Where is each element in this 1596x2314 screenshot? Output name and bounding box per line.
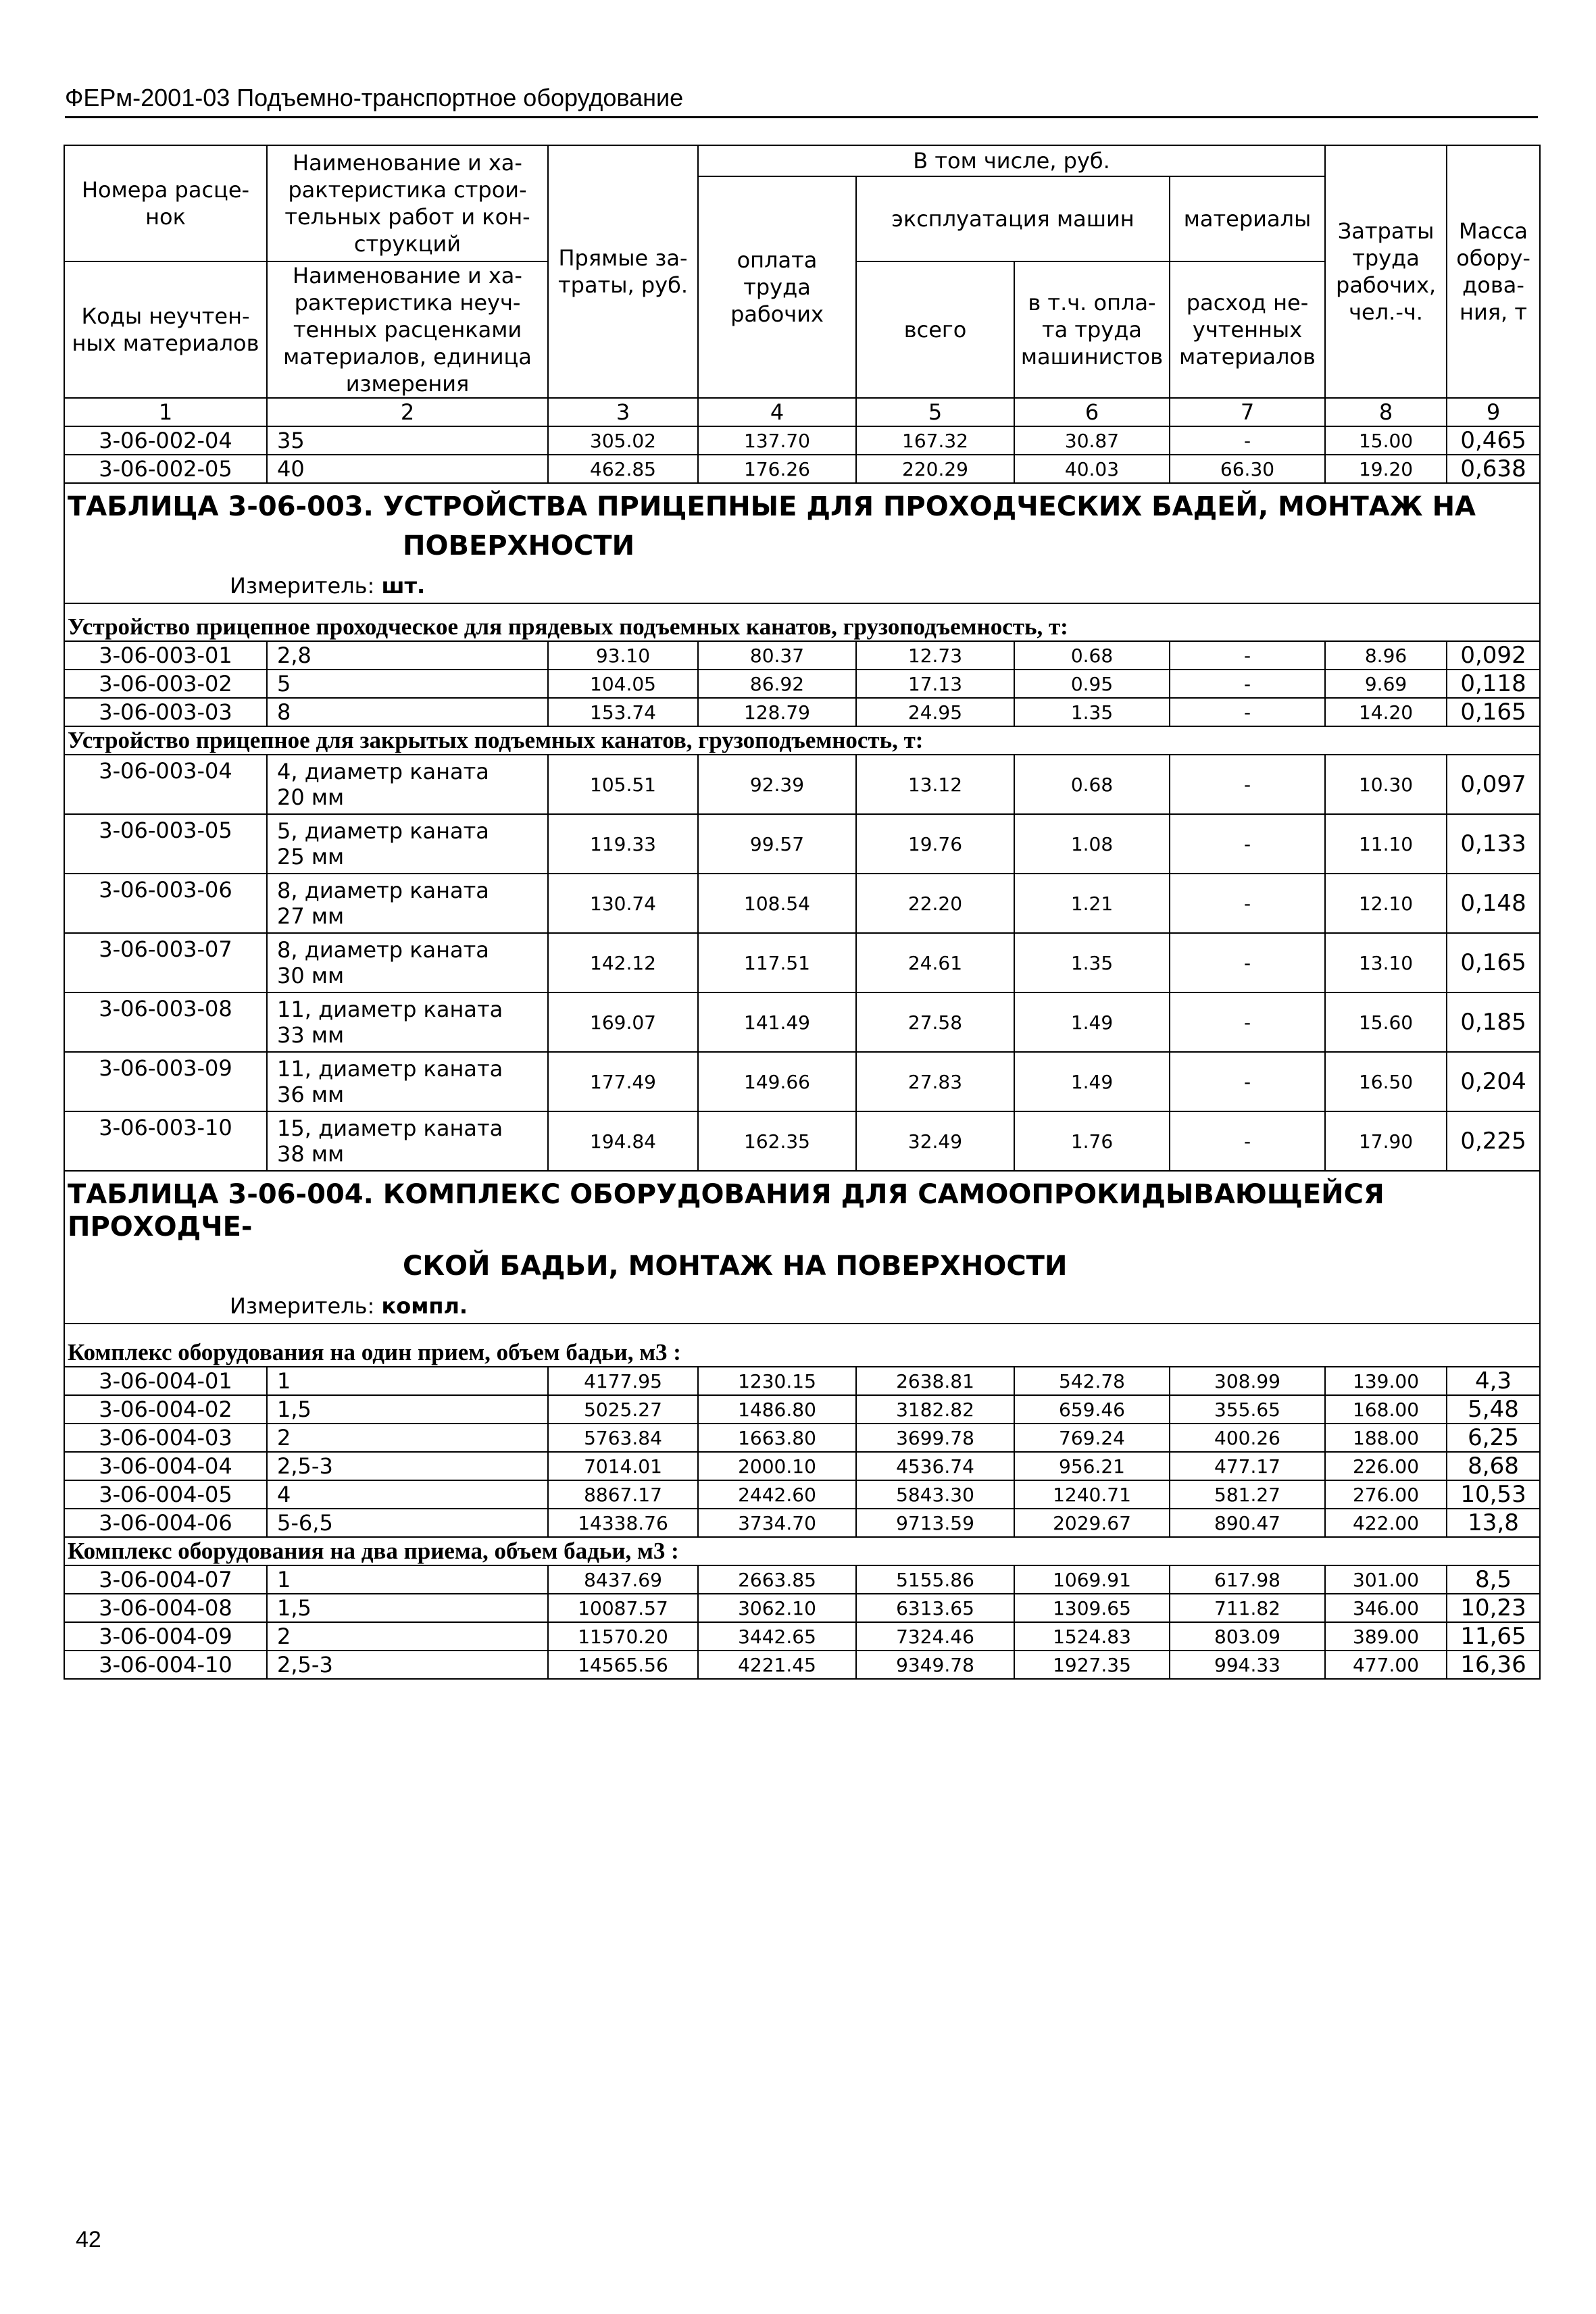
desc-cell [267,992,548,1052]
desc-cell: 4 [267,1480,548,1509]
direct-cost-cell: 169.07 [548,992,698,1052]
table-row [64,755,1540,814]
machines-total-cell: 7324.46 [856,1622,1014,1651]
table-003-group1-heading: Устройство прицепное проходческое для прядевых подъемных канатов, грузоподъемность, т: [64,603,1540,641]
materials-cell: 355.65 [1170,1395,1325,1424]
desc-line: 15, диаметр каната [277,1115,503,1141]
code-cell: 3-06-004-10 [64,1651,267,1679]
code-cell: 3-06-003-10 [64,1111,267,1171]
machines-total-cell: 13.12 [856,755,1014,814]
table-row [64,455,1540,483]
materials-cell: 66.30 [1170,455,1325,483]
materials-cell: - [1170,933,1325,992]
labor-hours-cell: 188.00 [1325,1424,1447,1452]
table-row [64,1052,1540,1111]
machines-total-cell: 19.76 [856,814,1014,874]
desc-cell [267,755,548,814]
table-004-group1-rows [64,1367,1540,1537]
desc-cell: 1 [267,1367,548,1395]
operator-pay-cell: 1.49 [1014,1052,1170,1111]
labor-pay-cell: 2663.85 [698,1565,856,1594]
operator-pay-cell: 1309.65 [1014,1594,1170,1622]
mass-cell: 0,225 [1447,1111,1540,1171]
operator-pay-cell: 30.87 [1014,426,1170,455]
labor-pay-cell: 162.35 [698,1111,856,1171]
desc-cell: 2,8 [267,641,548,670]
direct-cost-cell: 105.51 [548,755,698,814]
labor-hours-cell: 301.00 [1325,1565,1447,1594]
materials-cell: 994.33 [1170,1651,1325,1679]
direct-cost-cell: 119.33 [548,814,698,874]
materials-cell: - [1170,698,1325,726]
desc-cell [267,814,548,874]
code-cell: 3-06-003-04 [64,755,267,814]
col-number: 3 [548,398,698,426]
desc-line: 8, диаметр каната [277,878,489,903]
col2-top-header: Наименование и ха-рактеристика строи-тельных работ и кон-струкций [267,145,548,261]
code-cell: 3-06-003-03 [64,698,267,726]
col-number: 9 [1447,398,1540,426]
operator-pay-cell: 1.76 [1014,1111,1170,1171]
col1-top-header: Номера расце-нок [64,145,267,261]
table-004-group2-heading-block [64,1537,1540,1565]
table-003-group2-heading-block [64,726,1540,755]
direct-cost-cell: 194.84 [548,1111,698,1171]
direct-cost-cell: 130.74 [548,874,698,933]
table-004-measure [68,1282,1537,1323]
machines-total-cell: 27.58 [856,992,1014,1052]
labor-pay-cell: 92.39 [698,755,856,814]
col-number: 8 [1325,398,1447,426]
machines-total-cell: 22.20 [856,874,1014,933]
col6-header: в т.ч. опла-та труда машинистов [1014,261,1170,398]
direct-cost-cell: 5025.27 [548,1395,698,1424]
desc-line: 38 мм [277,1141,345,1167]
direct-cost-cell: 142.12 [548,933,698,992]
direct-cost-cell: 14338.76 [548,1509,698,1537]
materials-cell: - [1170,755,1325,814]
direct-cost-cell: 462.85 [548,455,698,483]
code-cell: 3-06-003-05 [64,814,267,874]
col9-header: Масса обору-дова-ния, т [1447,145,1540,398]
desc-line: 5, диаметр каната [277,818,489,844]
table-row [64,426,1540,455]
table-row [64,874,1540,933]
machines-total-cell: 167.32 [856,426,1014,455]
operator-pay-cell: 1.08 [1014,814,1170,874]
labor-pay-cell: 4221.45 [698,1651,856,1679]
operator-pay-cell: 1.49 [1014,992,1170,1052]
code-cell: 3-06-004-07 [64,1565,267,1594]
operator-pay-cell: 0.95 [1014,670,1170,698]
mass-cell: 0,092 [1447,641,1540,670]
machines-total-cell: 3182.82 [856,1395,1014,1424]
mass-cell: 0,133 [1447,814,1540,874]
table-row [64,670,1540,698]
labor-pay-cell: 128.79 [698,698,856,726]
col1-bottom-header: Коды неучтен-ных материалов [64,261,267,398]
desc-line: 33 мм [277,1022,345,1048]
labor-hours-cell: 17.90 [1325,1111,1447,1171]
table-004-title-line1: ТАБЛИЦА 3-06-004. КОМПЛЕКС ОБОРУДОВАНИЯ ДЛЯ САМООПРОКИДЫВАЮЩЕЙСЯ ПРОХОДЧЕ- [68,1179,1385,1242]
direct-cost-cell: 11570.20 [548,1622,698,1651]
table-row [64,1111,1540,1171]
labor-pay-cell: 3442.65 [698,1622,856,1651]
materials-cell: 803.09 [1170,1622,1325,1651]
page-header: ФЕРм-2001-03 Подъемно-транспортное оборудование [65,84,684,111]
col5-header: всего [856,261,1014,398]
direct-cost-cell: 8437.69 [548,1565,698,1594]
desc-line: 25 мм [277,844,345,870]
machines-total-cell: 220.29 [856,455,1014,483]
code-cell: 3-06-004-04 [64,1452,267,1480]
machines-total-cell: 27.83 [856,1052,1014,1111]
table-004-title-block [64,1171,1540,1367]
code-cell: 3-06-003-01 [64,641,267,670]
labor-hours-cell: 12.10 [1325,874,1447,933]
top-rows [64,426,1540,483]
mass-cell: 13,8 [1447,1509,1540,1537]
materials-cell: - [1170,874,1325,933]
desc-cell: 2,5-3 [267,1452,548,1480]
table-row [64,1565,1540,1594]
direct-cost-cell: 8867.17 [548,1480,698,1509]
materials-cell: 400.26 [1170,1424,1325,1452]
desc-cell: 1,5 [267,1395,548,1424]
rates-table [64,145,1541,1680]
code-cell: 3-06-003-02 [64,670,267,698]
materials-cell: 617.98 [1170,1565,1325,1594]
mass-cell: 4,3 [1447,1367,1540,1395]
mass-cell: 8,5 [1447,1565,1540,1594]
desc-cell [267,1052,548,1111]
labor-hours-cell: 477.00 [1325,1651,1447,1679]
table-row [64,1452,1540,1480]
desc-cell: 2 [267,1424,548,1452]
desc-cell: 1 [267,1565,548,1594]
machines-total-cell: 5843.30 [856,1480,1014,1509]
materials-cell: 890.47 [1170,1509,1325,1537]
direct-cost-cell: 153.74 [548,698,698,726]
table-row [64,1480,1540,1509]
machines-total-cell: 5155.86 [856,1565,1014,1594]
desc-cell [267,874,548,933]
labor-hours-cell: 8.96 [1325,641,1447,670]
operator-pay-cell: 1.35 [1014,698,1170,726]
table-003-title-line2: ПОВЕРХНОСТИ [403,530,635,561]
mass-cell: 16,36 [1447,1651,1540,1679]
operator-pay-cell: 1.35 [1014,933,1170,992]
col-number: 7 [1170,398,1325,426]
desc-cell: 35 [267,426,548,455]
materials-cell: 711.82 [1170,1594,1325,1622]
table-004-title-line2: СКОЙ БАДЬИ, МОНТАЖ НА ПОВЕРХНОСТИ [403,1251,1068,1282]
mass-cell: 0,148 [1447,874,1540,933]
code-cell: 3-06-004-09 [64,1622,267,1651]
header-rule [65,116,1538,118]
table-row [64,1622,1540,1651]
mass-cell: 8,68 [1447,1452,1540,1480]
table-row [64,1367,1540,1395]
table-003-measure [68,562,1537,603]
labor-pay-cell: 176.26 [698,455,856,483]
col-number: 5 [856,398,1014,426]
machines-total-cell: 32.49 [856,1111,1014,1171]
desc-cell: 2,5-3 [267,1651,548,1679]
desc-cell [267,933,548,992]
col7-header: расход не-учтенных материалов [1170,261,1325,398]
table-row [64,814,1540,874]
labor-pay-cell: 141.49 [698,992,856,1052]
col-number: 4 [698,398,856,426]
labor-hours-cell: 13.10 [1325,933,1447,992]
table-003-group2-heading: Устройство прицепное для закрытых подъемных канатов, грузоподъемность, т: [64,726,1540,755]
operator-pay-cell: 1069.91 [1014,1565,1170,1594]
measure-label: Измеритель: [230,1293,375,1319]
labor-hours-cell: 11.10 [1325,814,1447,874]
table-row [64,1651,1540,1679]
included-header: В том числе, руб. [698,145,1325,176]
table-004-group2-heading: Комплекс оборудования на два приема, объем бадьи, м3 : [64,1537,1540,1565]
materials-cell: - [1170,1052,1325,1111]
table-003-group1-rows [64,641,1540,726]
col4-header: оплата труда рабочих [698,176,856,398]
table-003-title-line1: ТАБЛИЦА 3-06-003. УСТРОЙСТВА ПРИЦЕПНЫЕ ДЛЯ ПРОХОДЧЕСКИХ БАДЕЙ, МОНТАЖ НА [68,491,1476,522]
code-cell: 3-06-002-05 [64,455,267,483]
labor-hours-cell: 19.20 [1325,455,1447,483]
table-row [64,1424,1540,1452]
desc-cell: 5-6,5 [267,1509,548,1537]
code-cell: 3-06-004-05 [64,1480,267,1509]
labor-pay-cell: 1230.15 [698,1367,856,1395]
operator-pay-cell: 1.21 [1014,874,1170,933]
direct-cost-cell: 305.02 [548,426,698,455]
materials-cell: - [1170,1111,1325,1171]
mass-cell: 5,48 [1447,1395,1540,1424]
col8-header: Затраты труда рабочих, чел.-ч. [1325,145,1447,398]
table-row [64,1395,1540,1424]
materials-cell: - [1170,992,1325,1052]
direct-cost-cell: 104.05 [548,670,698,698]
labor-pay-cell: 86.92 [698,670,856,698]
machines-total-cell: 17.13 [856,670,1014,698]
machines-total-cell: 24.61 [856,933,1014,992]
mass-cell: 0,165 [1447,933,1540,992]
measure-label: Измеритель: [230,573,375,599]
materials-cell: 308.99 [1170,1367,1325,1395]
measure-unit: компл. [381,1293,468,1319]
operator-pay-cell: 956.21 [1014,1452,1170,1480]
mass-cell: 6,25 [1447,1424,1540,1452]
labor-hours-cell: 226.00 [1325,1452,1447,1480]
desc-line: 11, диаметр каната [277,1056,503,1082]
desc-cell: 1,5 [267,1594,548,1622]
col-number: 6 [1014,398,1170,426]
machines-total-cell: 12.73 [856,641,1014,670]
code-cell: 3-06-004-03 [64,1424,267,1452]
code-cell: 3-06-003-08 [64,992,267,1052]
mass-cell: 0,118 [1447,670,1540,698]
labor-pay-cell: 137.70 [698,426,856,455]
direct-cost-cell: 93.10 [548,641,698,670]
mass-cell: 0,097 [1447,755,1540,814]
machines-total-cell: 2638.81 [856,1367,1014,1395]
operator-pay-cell: 0.68 [1014,755,1170,814]
mass-cell: 10,23 [1447,1594,1540,1622]
col3-header: Прямые за-траты, руб. [548,145,698,398]
desc-line: 30 мм [277,963,345,988]
machines-total-cell: 9713.59 [856,1509,1014,1537]
machines-total-cell: 4536.74 [856,1452,1014,1480]
direct-cost-cell: 4177.95 [548,1367,698,1395]
labor-hours-cell: 15.00 [1325,426,1447,455]
direct-cost-cell: 177.49 [548,1052,698,1111]
desc-cell: 40 [267,455,548,483]
table-004-group2-rows [64,1565,1540,1679]
code-cell: 3-06-002-04 [64,426,267,455]
labor-hours-cell: 9.69 [1325,670,1447,698]
labor-hours-cell: 346.00 [1325,1594,1447,1622]
labor-hours-cell: 422.00 [1325,1509,1447,1537]
materials-cell: 581.27 [1170,1480,1325,1509]
machines-total-cell: 9349.78 [856,1651,1014,1679]
desc-line: 8, диаметр каната [277,937,489,963]
labor-pay-cell: 80.37 [698,641,856,670]
mass-cell: 0,204 [1447,1052,1540,1111]
direct-cost-cell: 10087.57 [548,1594,698,1622]
materials-cell: - [1170,641,1325,670]
mass-cell: 0,185 [1447,992,1540,1052]
labor-pay-cell: 3062.10 [698,1594,856,1622]
page-number: 42 [76,2227,101,2253]
labor-pay-cell: 1486.80 [698,1395,856,1424]
table-003-group2-rows [64,755,1540,1171]
machines-total-cell: 24.95 [856,698,1014,726]
operator-pay-cell: 1927.35 [1014,1651,1170,1679]
code-cell: 3-06-004-02 [64,1395,267,1424]
code-cell: 3-06-003-09 [64,1052,267,1111]
desc-cell: 8 [267,698,548,726]
labor-pay-cell: 99.57 [698,814,856,874]
col-number: 1 [64,398,267,426]
materials-cell: - [1170,814,1325,874]
labor-hours-cell: 15.60 [1325,992,1447,1052]
measure-unit: шт. [381,573,426,599]
operator-pay-cell: 542.78 [1014,1367,1170,1395]
operator-pay-cell: 40.03 [1014,455,1170,483]
col-number: 2 [267,398,548,426]
materials-cell: - [1170,670,1325,698]
machines-total-cell: 6313.65 [856,1594,1014,1622]
desc-line: 4, диаметр каната [277,759,489,784]
operator-pay-cell: 769.24 [1014,1424,1170,1452]
labor-pay-cell: 149.66 [698,1052,856,1111]
desc-cell [267,1111,548,1171]
desc-line: 20 мм [277,784,345,810]
labor-hours-cell: 168.00 [1325,1395,1447,1424]
table-row [64,992,1540,1052]
operator-pay-cell: 0.68 [1014,641,1170,670]
col2-bottom-header: Наименование и ха-рактеристика неуч-тенных расценками материалов, единица измерения [267,261,548,398]
labor-pay-cell: 2442.60 [698,1480,856,1509]
column-numbers-row [64,398,1540,426]
table-row [64,933,1540,992]
direct-cost-cell: 7014.01 [548,1452,698,1480]
labor-pay-cell: 108.54 [698,874,856,933]
materials-cell: - [1170,426,1325,455]
labor-hours-cell: 10.30 [1325,755,1447,814]
desc-line: 27 мм [277,903,345,929]
table-003-title-block [64,483,1540,641]
desc-line: 11, диаметр каната [277,997,503,1022]
labor-pay-cell: 117.51 [698,933,856,992]
labor-hours-cell: 276.00 [1325,1480,1447,1509]
table-row [64,698,1540,726]
code-cell: 3-06-003-07 [64,933,267,992]
materials-header: материалы [1170,176,1325,261]
table-row [64,1509,1540,1537]
mass-cell: 0,165 [1447,698,1540,726]
labor-pay-cell: 3734.70 [698,1509,856,1537]
code-cell: 3-06-004-06 [64,1509,267,1537]
labor-pay-cell: 2000.10 [698,1452,856,1480]
code-cell: 3-06-003-06 [64,874,267,933]
machines-total-cell: 3699.78 [856,1424,1014,1452]
table-row [64,641,1540,670]
desc-line: 36 мм [277,1082,345,1107]
labor-hours-cell: 14.20 [1325,698,1447,726]
table-004-group1-heading: Комплекс оборудования на один прием, объем бадьи, м3 : [64,1324,1540,1367]
labor-pay-cell: 1663.80 [698,1424,856,1452]
mass-cell: 10,53 [1447,1480,1540,1509]
operator-pay-cell: 1240.71 [1014,1480,1170,1509]
direct-cost-cell: 5763.84 [548,1424,698,1452]
table-row [64,1594,1540,1622]
mass-cell: 0,465 [1447,426,1540,455]
column-header [64,145,1540,426]
mass-cell: 11,65 [1447,1622,1540,1651]
desc-cell: 2 [267,1622,548,1651]
direct-cost-cell: 14565.56 [548,1651,698,1679]
desc-cell: 5 [267,670,548,698]
mass-cell: 0,638 [1447,455,1540,483]
code-cell: 3-06-004-08 [64,1594,267,1622]
machines-header: эксплуатация машин [856,176,1170,261]
operator-pay-cell: 659.46 [1014,1395,1170,1424]
materials-cell: 477.17 [1170,1452,1325,1480]
labor-hours-cell: 389.00 [1325,1622,1447,1651]
operator-pay-cell: 2029.67 [1014,1509,1170,1537]
code-cell: 3-06-004-01 [64,1367,267,1395]
operator-pay-cell: 1524.83 [1014,1622,1170,1651]
labor-hours-cell: 16.50 [1325,1052,1447,1111]
labor-hours-cell: 139.00 [1325,1367,1447,1395]
